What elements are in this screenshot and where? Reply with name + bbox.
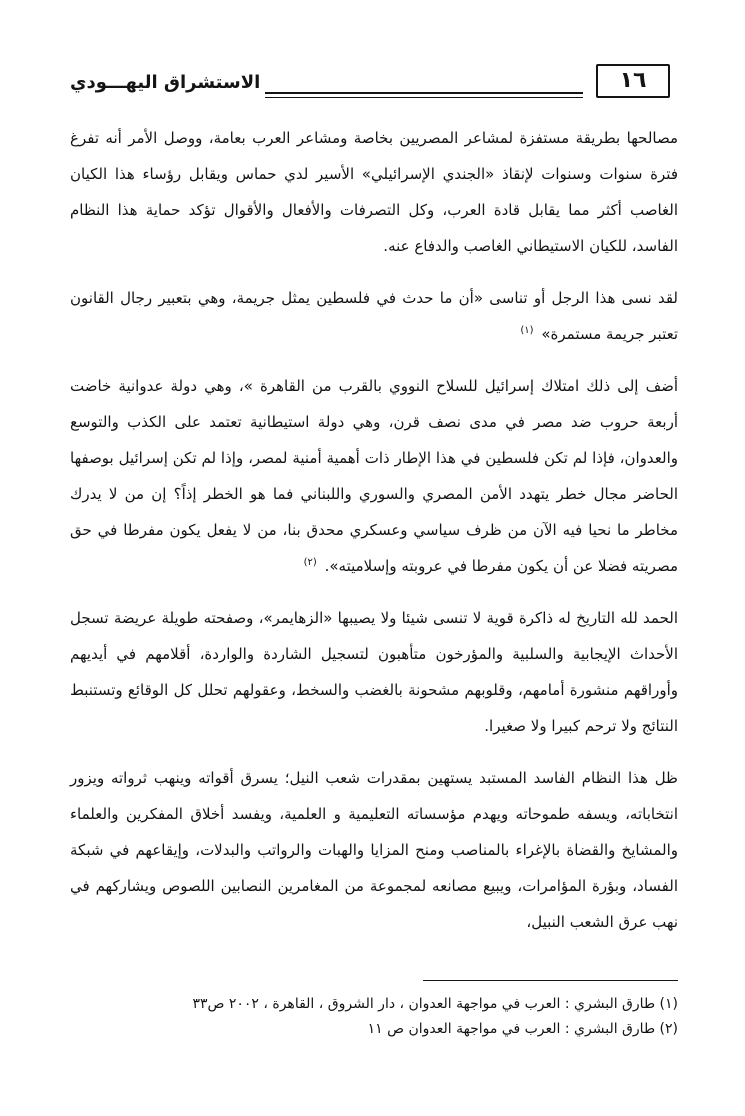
paragraph-5 [70,760,678,940]
page-number: ١٦ [619,68,647,93]
header-rule [265,92,583,98]
footnotes [70,992,678,1042]
running-header [70,62,678,106]
footnote-1: (١) طارق البشري : العرب في مواجهة العدوان ، دار الشروق ، القاهرة ، ٢٠٠٢ ص٣٣ [192,996,678,1012]
running-title: الاستشراق اليهـــودي [70,72,261,93]
book-page [70,62,678,1062]
footnote-ref-1: (١) [520,325,534,336]
paragraph-2 [70,280,678,352]
paragraph-3-text: أضف إلى ذلك امتلاك إسرائيل للسلاح النووي بالقرب من القاهرة »، وهي دولة عدوانية خاضت أربعة حروب ضد مصر في مدى نصف قرن، وهي دولة استيطانية تعتمد على الكذب والتوسع والعدوان، فإذا لم تكن فلسطين في هذا الإطار ذات أهمية أمنية لمصر، وإذا لم تكن إسرائيل بوصفها الحاضر مجال خطر يتهدد الأمن المصري والسوري واللبناني فما هو الخطر إذاً؟ إن من لا يدرك مخاطر ما نحيا فيه الآن من ظرف سياسي وعسكري محدق بنا، من لا يفعل يكون مفرطا في حق مصريته فضلا عن أن يكون مفرطا في عروبته وإسلاميته». [70,377,678,575]
paragraph-3 [70,368,678,584]
body-text [70,120,678,940]
footnote-separator [423,980,678,981]
page-number-box [596,64,670,98]
footnote-2: (٢) طارق البشري : العرب في مواجهة العدوان ص ١١ [367,1021,678,1037]
paragraph-4 [70,600,678,744]
paragraph-2-text: لقد نسى هذا الرجل أو تناسى «أن ما حدث في فلسطين يمثل جريمة، وهي بتعبير رجال القانون تعتبر جريمة مستمرة» [70,289,678,343]
paragraph-1 [70,120,678,264]
paragraph-4-text: الحمد لله التاريخ له ذاكرة قوية لا تنسى شيئا ولا يصيبها «الزهايمر»، وصفحته طويلة عريضة تسجل الأحداث الإيجابية والسلبية والمؤرخون متأهبون لتسجيل الشاردة والواردة، أقلامهم في أيديهم وأوراقهم منشورة أمامهم، وقلوبهم مشحونة بالغضب والسخط، وعقولهم تحلل كل الوقائع وتستنبط النتائج ولا ترحم كبيرا ولا صغيرا. [70,609,678,735]
paragraph-5-text: ظل هذا النظام الفاسد المستبد يستهين بمقدرات شعب النيل؛ يسرق أقواته وينهب ثرواته ويزور انتخاباته، ويسفه طموحاته ويهدم مؤسساته التعليمية و العلمية، ويفسد أخلاق المفكرين والعلماء والمشايخ والقضاة بالإغراء بالمناصب ومنح المزايا والهبات والرواتب والبدلات، وإيقاعهم في شبكة الفساد، وبؤرة المؤامرات، ويبيع مصانعه لمجموعة من المغامرين النصابين اللصوص ويشاركهم في نهب عرق الشعب النبيل، [70,769,678,931]
paragraph-1-text: مصالحها بطريقة مستفزة لمشاعر المصريين بخاصة ومشاعر العرب بعامة، ووصل الأمر أنه تفرغ فترة سنوات وسنوات لإنقاذ «الجندي الإسرائيلي» الأسير لدي حماس ويقابل رؤساء هذا الكيان الغاصب أكثر مما يقابل قادة العرب، وكل التصرفات والأفعال والأقوال تؤكد حماية هذا النظام الفاسد، للكيان الاستيطاني الغاصب والدفاع عنه. [70,129,678,255]
footnote-ref-2: (٢) [303,557,317,568]
